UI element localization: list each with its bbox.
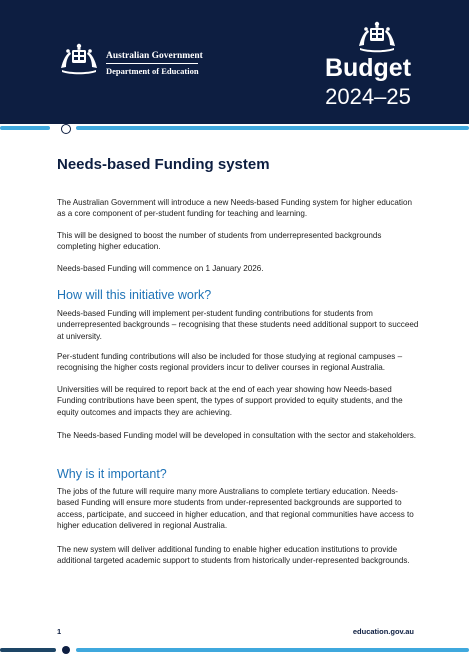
how-paragraph-3: Universities will be required to report back at the end of each year showing how Needs-based Funding contributions have been spent, the types of support provided to equity students, and the equity outcomes and impacts they are achieving. [57, 385, 403, 417]
top-band-right [76, 126, 469, 130]
top-band-left [0, 126, 50, 130]
intro-paragraph-3: Needs-based Funding will commence on 1 January 2026. [57, 264, 264, 273]
wordmark-divider [106, 63, 198, 64]
budget-year: 2024–25 [325, 84, 411, 109]
page-title: Needs-based Funding system [57, 156, 270, 173]
budget-title: Budget [324, 54, 412, 82]
footer-url: education.gov.au [352, 627, 414, 636]
why-paragraph-1: The jobs of the future will require many more Australians to complete tertiary education. Needs-based Funding will ensure more students from under-represented backgrounds are supported to access, participate, and succeed in higher education, and that regional communities have access to higher education delivered in regional Australia. [57, 487, 414, 530]
bottom-band-dot [62, 646, 70, 654]
department-name: Department of Education [106, 66, 199, 76]
bottom-band-right [76, 648, 469, 652]
budget-crest-icon [356, 20, 398, 54]
government-name: Australian Government [106, 51, 203, 61]
section-heading-why: Why is it important? [57, 467, 167, 481]
how-paragraph-2: Per-student funding contributions will also be included for those studying at regional campuses – recognising the higher costs regional providers incur to deliver courses in regional Australia. [57, 352, 403, 373]
why-paragraph-2: The new system will deliver additional funding to enable higher education institutions to provide additional targeted academic support to students from historically under-represented backgrounds. [57, 545, 410, 566]
government-wordmark [106, 50, 203, 77]
coat-of-arms-icon [58, 42, 100, 76]
top-band-dot [61, 124, 71, 134]
page-number: 1 [57, 627, 62, 636]
page-header [0, 0, 469, 124]
how-paragraph-1: Needs-based Funding will implement per-student funding contributions for students from underrepresented backgrounds – recognising that these students need additional support to succeed at university. [57, 309, 419, 341]
section-heading-how: How will this initiative work? [57, 288, 212, 302]
how-paragraph-4: The Needs-based Funding model will be developed in consultation with the sector and stakeholders. [57, 431, 417, 440]
bottom-band-left [0, 648, 56, 652]
intro-paragraph-2: This will be designed to boost the number of students from underrepresented backgrounds completing higher education. [57, 231, 382, 252]
intro-paragraph-1: The Australian Government will introduce a new Needs-based Funding system for higher education as a core component of per-student funding for teaching and learning. [57, 198, 412, 219]
